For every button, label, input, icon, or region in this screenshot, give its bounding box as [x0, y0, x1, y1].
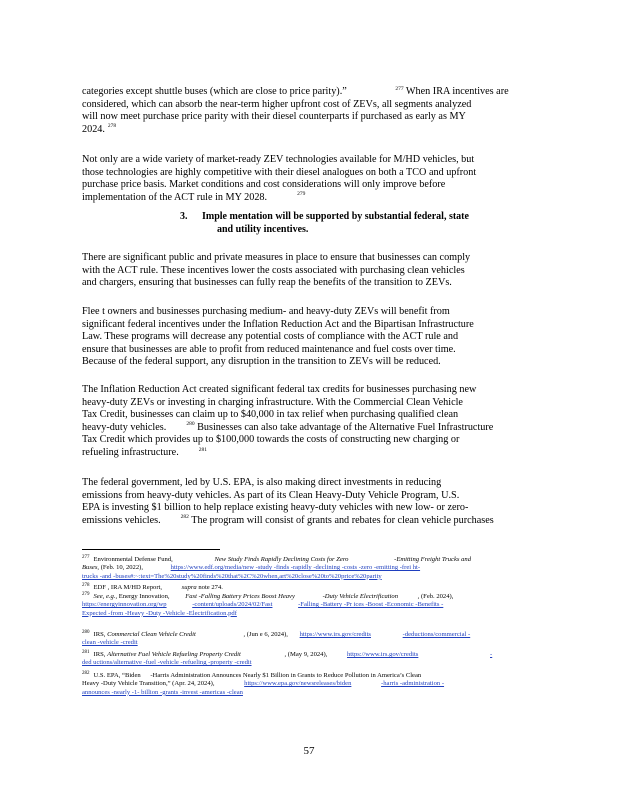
footnote-ref: 280	[186, 421, 195, 428]
footnote-link[interactable]: -content/uploads/2024/02/Fast	[192, 601, 273, 609]
section-title-line-2: and utility incentives.	[217, 223, 309, 235]
paragraph-zev-technologies: Not only are a wide variety of market-ready ZEV technologies available for M/HD vehicles, but those technologies are highly competitive with their diesel analogues on both a TCO and upfront purchase price basis. Market conditions and cost considerations will only improve before implementation of the ACT rule in MY 2028. $^{279}$	[82, 154, 477, 203]
footnote-link[interactable]: Expected -from -Heavy -Duty -Vehicle -Electrification.pdf	[82, 609, 237, 617]
footnote-separator	[82, 549, 220, 550]
footnote-281: $^{281}$ IRS, Alternative Fuel Vehicle Refueling Property Credit , (May 9, 2024), https://www.irs.gov/credits - ded uctions/alternative -fuel -vehicle -refueling -property -credit	[82, 649, 493, 667]
footnote-ref: 281	[198, 446, 207, 453]
paragraph-tax-credits: The Inflation Reduction Act created significant federal tax credits for businesses purchasing new heavy-duty ZEVs or investing in charging infrastructure. With the Commercial Clean Vehicle Tax Credit, businesses can claim up to $40,000 in tax relief when purchasing qualified clean heavy-duty vehicles. $^{280}$ Businesses can also take advantage of the Alternative Fuel Infrastructure Tax Credit which provides up to $100,000 towards the costs of constructing new charging or refueling infrastructure. $^{281}$	[82, 384, 494, 458]
footnote-link[interactable]: https://www.irs.gov/credits	[346, 651, 419, 658]
footnote-link[interactable]: https://energyinnovation.org/wp	[82, 601, 167, 609]
footnote-link[interactable]: -	[490, 651, 493, 658]
footnote-link[interactable]: ded uctions/alternative -fuel -vehicle -refueling -property -credit	[82, 659, 252, 667]
footnote-ref: 277	[395, 85, 404, 92]
footnote-link[interactable]: https://www.edf.org/media/new -study -finds -rapidly -declining -costs -zero -emitting -frei ht-	[170, 564, 421, 572]
footnote-link[interactable]: trucks -and -buses#:~:text=The%20study%20finds%20that%2C%20when,art%20close%20to%20price%20parity	[82, 572, 382, 580]
footnote-278: $^{278}$ EDF , IRA M/HD Report, supra note 274.	[82, 582, 223, 591]
paragraph-incentives-overview: There are significant public and private measures in place to ensure that businesses can comply with the ACT rule. These incentives lower the costs associated with purchasing clean vehicles and chargers, ensuring that businesses can fully reap the benefits of the transition to ZEVs.	[82, 252, 471, 289]
section-title-line-1: Imple mentation will be supported by substantial federal, state	[202, 211, 469, 222]
footnote-ref: 282	[180, 514, 189, 521]
footnote-277: $^{277}$ Environmental Defense Fund, New Study Finds Rapidly Declining Costs for Zero -Emitting Freight Trucks and Buses, (Feb. 10, 2022), https://www.edf.org/media/new -study -finds -rapidly -declining -costs -zero -emitting -frei ht- trucks -and -buses#:~:text=The%20study%20finds%20that%2C%20when,art%20close%20to%20price%20parity	[82, 554, 471, 580]
footnote-ref: 278	[107, 123, 117, 130]
footnote-link[interactable]: clean -vehicle -credit	[82, 639, 138, 647]
paragraph-epa-investment: The federal government, led by U.S. EPA, is also making direct investments in reducing emissions from heavy-duty vehicles. As part of its Clean Heavy-Duty Vehicle Program, U.S. EPA is investing $1 billion to help replace existing heavy-duty vehicles with new low- or zero- emissions vehicles. $^{282}$ The program will consist of grants and rebates for clean vehicle purchases	[82, 477, 494, 526]
section-number: 3.	[180, 211, 188, 222]
footnote-link[interactable]: https://www.epa.gov/newsreleases/biden	[244, 680, 352, 688]
footnote-link[interactable]: https://www.irs.gov/credits	[299, 631, 371, 638]
footnote-280: $^{280}$ IRS, Commercial Clean Vehicle Credit , (Jun e 6, 2024), https://www.irs.gov/credits -deductions/commercial - clean -vehicle -credit	[82, 629, 471, 647]
footnote-link[interactable]: -deductions/commercial -	[402, 631, 471, 638]
section-heading	[180, 211, 480, 236]
footnote-282: $^{282}$ U.S. EPA, “Biden -Harris Administration Announces Nearly $1 Billion in Grants to Reduce Pollution in America’s Clean Heavy -Duty Vehicle Transition,” (Apr. 24, 2024), https://www.epa.gov/newsreleases/biden -harris -administration - announces -nearly -1- billion -grants -invest -americas -clean	[82, 670, 445, 696]
footnote-279: $^{279}$ See, e.g., Energy Innovation, Fast -Falling Battery Prices Boost Heavy -Duty Vehicle Electrification , (Feb. 2024), https://energyinnovation.org/wp -content/uploads/2024/02/Fast -Falling -Battery -Pr ices -Boost -Economic -Benefits - Expected -from -Heavy -Duty -Vehicle -Electrification.pdf	[82, 591, 454, 617]
page-number: 57	[303, 745, 315, 757]
footnote-ref: 279	[297, 191, 306, 198]
footnote-link[interactable]: -Falling -Battery -Pr ices -Boost -Economic -Benefits -	[298, 601, 444, 609]
footnote-link[interactable]: announces -nearly -1- billion -grants -invest -americas -clean	[82, 688, 243, 696]
paragraph-federal-incentives: Flee t owners and businesses purchasing medium- and heavy-duty ZEVs will benefit from significant federal incentives under the Inflation Reduction Act and the Bipartisan Infrastructure Law. These programs will decrease any potential costs of compliance with the ACT rule and ensure that businesses are able to profit from reduced maintenance and fuel costs over time. Because of the federal support, any disruption in the transition to ZEVs will be reduced.	[82, 306, 474, 368]
paragraph-ira-incentives: categories except shuttle buses (which are close to price parity).” $^{277}$ When IRA incentives are considered, which can absorb the near-term higher upfront cost of ZEVs, all segments analyzed will now meet purchase price parity with their diesel counterparts if purchased as early as MY 2024. $^{278}$	[82, 85, 509, 135]
footnote-link[interactable]: -harris -administration -	[381, 680, 445, 688]
